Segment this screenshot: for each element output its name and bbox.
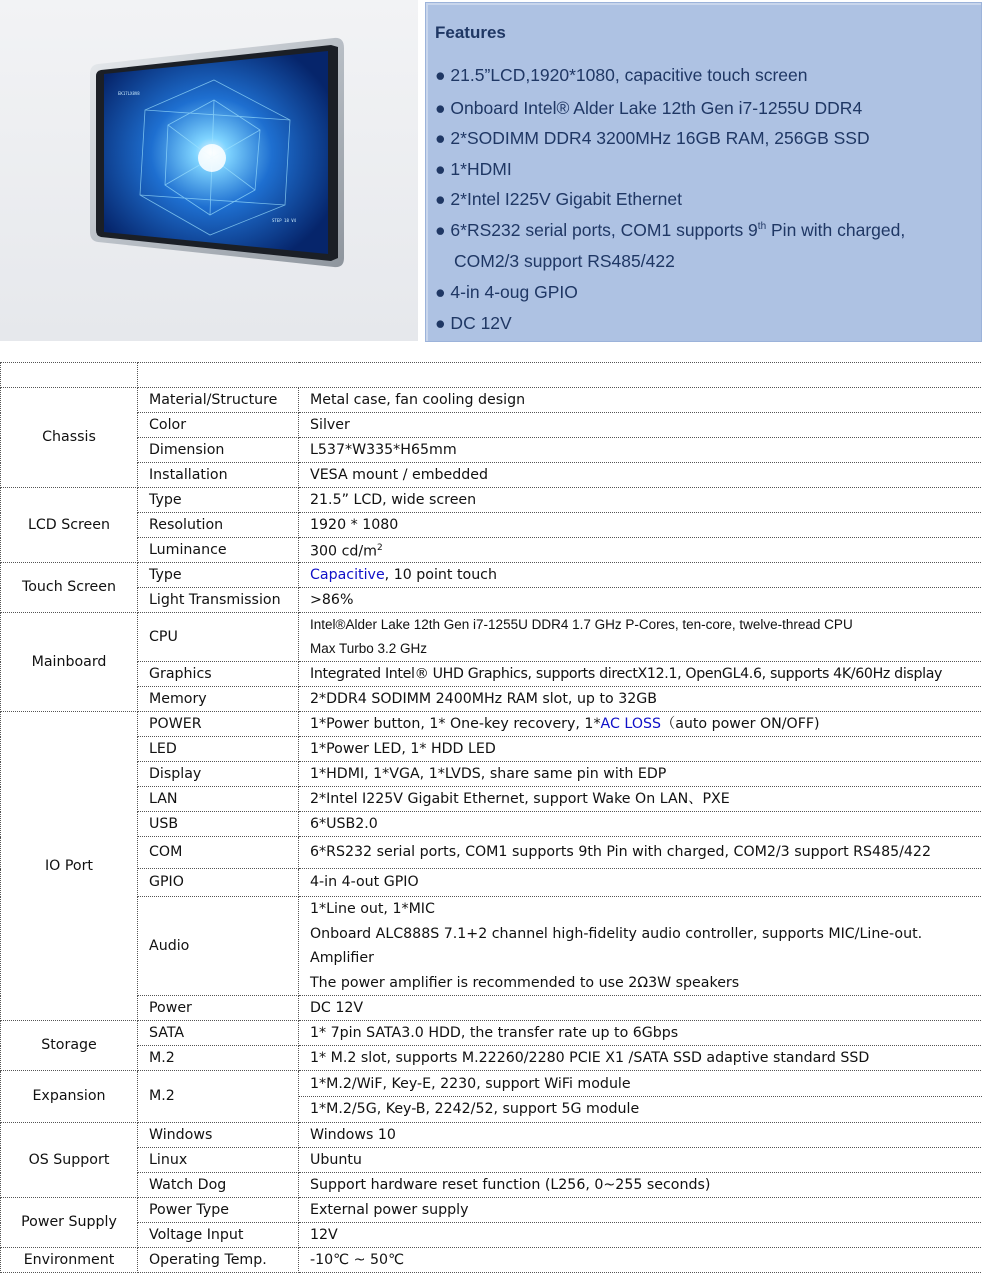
spec-value: 4-in 4-out GPIO <box>299 869 982 897</box>
category-mainboard: Mainboard <box>1 613 138 712</box>
table-row <box>1 787 982 812</box>
spec-label: M.2 <box>138 1046 299 1071</box>
spec-label: USB <box>138 812 299 837</box>
feature-item: ● 1*HDMI <box>435 159 512 179</box>
spec-value: 6*RS232 serial ports, COM1 supports 9th Pin with charged, COM2/3 support RS485/422 <box>299 837 982 869</box>
table-row <box>1 613 982 662</box>
touch-type-rest: , 10 point touch <box>384 566 497 583</box>
table-row <box>1 388 982 413</box>
spec-value: L537*W335*H65mm <box>299 438 982 463</box>
spec-value: VESA mount / embedded <box>299 463 982 488</box>
table-row <box>1 1173 982 1198</box>
table-row <box>1 837 982 869</box>
table-row <box>1 662 982 687</box>
spec-value: -10℃ ~ 50℃ <box>299 1248 982 1273</box>
feature-item-com <box>435 220 905 241</box>
spec-label: Power <box>138 996 299 1021</box>
spec-label: Dimension <box>138 438 299 463</box>
spec-label: LAN <box>138 787 299 812</box>
capacitive-highlight: Capacitive <box>310 566 385 583</box>
audio-line: Amplifier <box>310 950 374 966</box>
screen-label-top: EK17LX8V8 <box>118 91 140 96</box>
spec-label: Graphics <box>138 662 299 687</box>
expansion-line: 1*M.2/5G, Key-B, 2242/52, support 5G module <box>310 1101 640 1117</box>
spec-label: Color <box>138 413 299 438</box>
table-row <box>1 687 982 712</box>
spec-label: Type <box>138 488 299 513</box>
spec-value: 2*Intel I225V Gigabit Ethernet, support Wake On LAN、PXE <box>299 787 982 812</box>
table-row <box>1 1198 982 1223</box>
table-row <box>1 897 982 996</box>
table-row <box>1 588 982 613</box>
table-row <box>1 563 982 588</box>
spec-value: Support hardware reset function (L256, 0~255 seconds) <box>299 1173 982 1198</box>
table-row <box>1 538 982 563</box>
spec-label: Windows <box>138 1123 299 1148</box>
spec-label: GPIO <box>138 869 299 897</box>
spec-label: Type <box>138 563 299 588</box>
category-io-port: IO Port <box>1 712 138 1021</box>
feature-item: ● DC 12V <box>435 313 512 333</box>
table-row <box>1 438 982 463</box>
spec-label: Audio <box>138 897 299 996</box>
table-row <box>1 1021 982 1046</box>
spec-value: 12V <box>299 1223 982 1248</box>
spec-label: SATA <box>138 1021 299 1046</box>
screen-label-bottom: STEP 18 V4 <box>272 218 297 223</box>
audio-line: The power amplifier is recommended to use 2Ω3W speakers <box>310 974 740 991</box>
feature-com-prefix: ● 6*RS232 serial ports, COM1 supports 9 <box>435 220 758 240</box>
table-row <box>1 463 982 488</box>
category-os-support: OS Support <box>1 1123 138 1198</box>
product-image-panel <box>0 0 418 341</box>
spec-label: Voltage Input <box>138 1223 299 1248</box>
spec-label: Material/Structure <box>138 388 299 413</box>
spec-label: Operating Temp. <box>138 1248 299 1273</box>
table-header-row <box>1 363 982 388</box>
spec-label: Installation <box>138 463 299 488</box>
feature-item: COM2/3 support RS485/422 <box>454 251 675 271</box>
table-row <box>1 762 982 787</box>
spec-value: Ubuntu <box>299 1148 982 1173</box>
category-touch-screen: Touch Screen <box>1 563 138 613</box>
spec-label: Luminance <box>138 538 299 563</box>
spec-value: 2*DDR4 SODIMM 2400MHz RAM slot, up to 32GB <box>299 687 982 712</box>
audio-line: Onboard ALC888S 7.1+2 channel high-fidelity audio controller, supports MIC/Line-out. <box>310 925 923 942</box>
spec-label: CPU <box>138 613 299 662</box>
spec-label: Light Transmission <box>138 588 299 613</box>
spec-label: POWER <box>138 712 299 737</box>
spec-value <box>299 563 982 588</box>
category-storage: Storage <box>1 1021 138 1071</box>
spec-value: Silver <box>299 413 982 438</box>
table-row <box>1 996 982 1021</box>
table-row <box>1 1223 982 1248</box>
spec-label: Power Type <box>138 1198 299 1223</box>
spec-value-audio <box>299 897 982 996</box>
table-row <box>1 869 982 897</box>
luminance-sup: 2 <box>377 542 383 553</box>
table-row <box>1 1148 982 1173</box>
spec-label: COM <box>138 837 299 869</box>
power-post: （auto power ON/OFF) <box>661 715 820 732</box>
power-pre: 1*Power button, 1* One-key recovery, 1* <box>310 715 601 732</box>
table-row <box>1 488 982 513</box>
spec-value: External power supply <box>299 1198 982 1223</box>
spec-label: M.2 <box>138 1071 299 1123</box>
table-row <box>1 712 982 737</box>
spec-value: Metal case, fan cooling design <box>299 388 982 413</box>
spec-label: Display <box>138 762 299 787</box>
table-row <box>1 1248 982 1273</box>
spec-value: 21.5” LCD, wide screen <box>299 488 982 513</box>
category-expansion: Expansion <box>1 1071 138 1123</box>
table-row <box>1 737 982 762</box>
spec-value: 6*USB2.0 <box>299 812 982 837</box>
header-cell <box>1 363 138 388</box>
expansion-line: 1*M.2/WiF, Key-E, 2230, support WiFi module <box>299 1071 982 1097</box>
table-row <box>1 1071 982 1123</box>
spec-value: 1* M.2 slot, supports M.22260/2280 PCIE X1 /SATA SSD adaptive standard SSD <box>299 1046 982 1071</box>
feature-com-suffix: Pin with charged, <box>766 220 906 240</box>
spec-label: Watch Dog <box>138 1173 299 1198</box>
cpu-line-1: Intel®Alder Lake 12th Gen i7-1255U DDR4 1.7 GHz P-Cores, ten-core, twelve-thread CPU <box>310 617 853 632</box>
top-section <box>0 0 982 343</box>
luminance-value: 300 cd/m <box>310 543 377 560</box>
spec-label: Linux <box>138 1148 299 1173</box>
table-row <box>1 1046 982 1071</box>
feature-item: ● 2*SODIMM DDR4 3200MHz 16GB RAM, 256GB SSD <box>435 128 870 148</box>
audio-line: 1*Line out, 1*MIC <box>310 901 435 917</box>
spec-value: 1*Power LED, 1* HDD LED <box>299 737 982 762</box>
feature-item: ● 21.5”LCD,1920*1080, capacitive touch screen <box>435 65 808 85</box>
cpu-line-2: Max Turbo 3.2 GHz <box>310 641 428 656</box>
spec-value: Integrated Intel® UHD Graphics, supports directX12.1, OpenGL4.6, supports 4K/60Hz display <box>299 662 982 687</box>
category-power-supply: Power Supply <box>1 1198 138 1248</box>
spec-table <box>0 362 982 1273</box>
category-chassis: Chassis <box>1 388 138 488</box>
panel-pc-image <box>0 0 418 341</box>
header-cell <box>138 363 982 388</box>
category-environment: Environment <box>1 1248 138 1273</box>
spec-value: 1* 7pin SATA3.0 HDD, the transfer rate up to 6Gbps <box>299 1021 982 1046</box>
spec-value: 1920 * 1080 <box>299 513 982 538</box>
spec-value-expansion <box>299 1071 982 1123</box>
spec-value: Windows 10 <box>299 1123 982 1148</box>
feature-item: ● Onboard Intel® Alder Lake 12th Gen i7-1255U DDR4 <box>435 98 863 118</box>
table-row <box>1 413 982 438</box>
spec-value <box>299 712 982 737</box>
category-lcd-screen: LCD Screen <box>1 488 138 563</box>
table-row <box>1 812 982 837</box>
spec-value: 1*HDMI, 1*VGA, 1*LVDS, share same pin with EDP <box>299 762 982 787</box>
spec-label: Memory <box>138 687 299 712</box>
table-row <box>1 1123 982 1148</box>
spec-value-cpu <box>299 613 982 662</box>
ac-loss-highlight: AC LOSS <box>600 715 661 732</box>
features-panel <box>425 2 982 342</box>
spec-value <box>299 538 982 563</box>
feature-item: ● 2*Intel I225V Gigabit Ethernet <box>435 189 682 209</box>
features-title: Features <box>435 23 506 42</box>
table-row <box>1 513 982 538</box>
spec-value: >86% <box>299 588 982 613</box>
spec-value: DC 12V <box>299 996 982 1021</box>
spec-label: Resolution <box>138 513 299 538</box>
feature-com-sup: th <box>757 221 767 233</box>
spec-label: LED <box>138 737 299 762</box>
feature-item: ● 4-in 4-oug GPIO <box>435 282 578 302</box>
